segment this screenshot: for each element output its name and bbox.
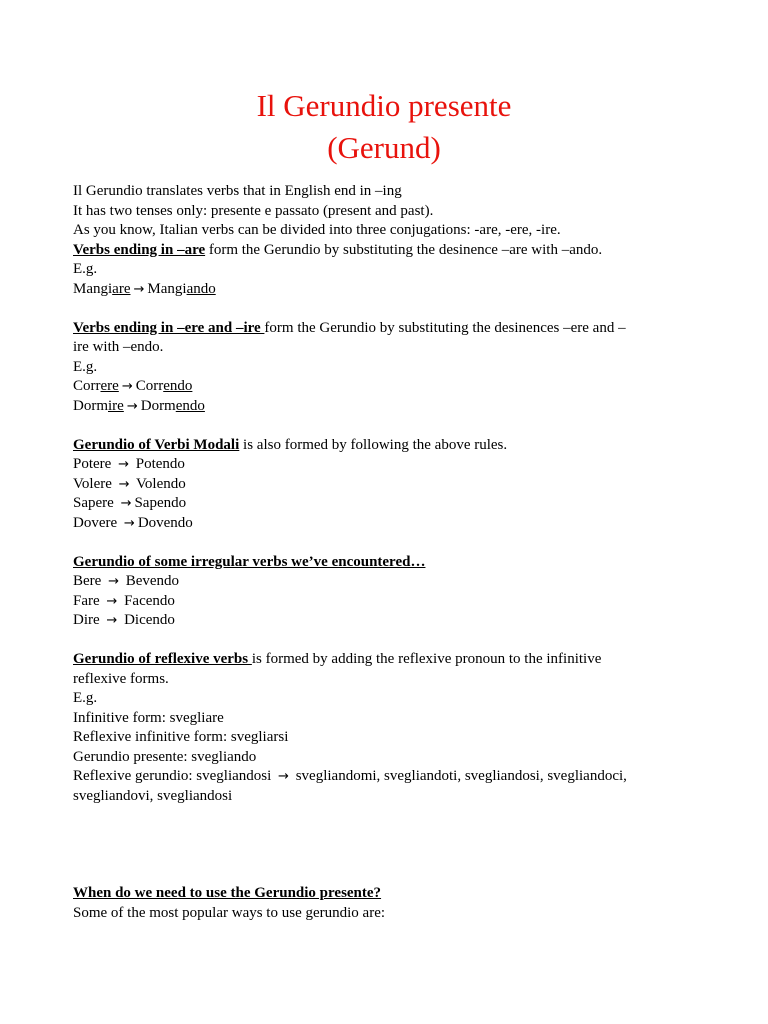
intro-line-1: Il Gerundio translates verbs that in English end in –ing (73, 183, 402, 199)
reflexive-gerundio-line-2: svegliandovi, svegliandosi (73, 787, 233, 804)
ere-ire-rule-line-2: ire with –endo. (73, 339, 164, 355)
are-rule-line (73, 241, 703, 261)
arrow-icon: → (106, 593, 118, 609)
modali-pair: Dovere → Dovendo (73, 514, 703, 534)
intro-line-2: It has two tenses only: presente e passato (present and past). (73, 202, 434, 219)
when-text: Some of the most popular ways to use gerundio are: (73, 904, 386, 921)
modali-rule-text: is also formed by following the above rules. (239, 436, 508, 453)
ere-ire-heading: Verbs ending in –ere and –ire (73, 319, 265, 336)
arrow-icon: → (106, 613, 118, 628)
document-title: Il Gerundio presente (256, 88, 512, 123)
reflexive-rule-line-1 (73, 650, 703, 670)
irregular-heading: Gerundio of some irregular verbs we’ve encountered… (73, 553, 426, 570)
ere-example: Correre → Correndo (73, 377, 703, 397)
intro-line-3: As you know, Italian verbs can be divided into three conjugations: -are, -ere, -ire. (73, 222, 561, 238)
irregular-pair: Bere → Bevendo (73, 572, 703, 592)
spacer (73, 299, 703, 319)
modali-pair: Potere → Potendo (73, 455, 703, 475)
reflexive-rule-line-2: reflexive forms. (73, 670, 169, 687)
are-heading: Verbs ending in –are (73, 241, 206, 258)
when-heading: When do we need to use the Gerundio presente? (73, 885, 382, 901)
ere-ire-rule-line-1 (73, 319, 703, 339)
reflexive-infinitive: Infinitive form: svegliare (73, 709, 224, 726)
ire-example: Dormire → Dormendo (73, 397, 703, 417)
irregular-pair: Dire → Dicendo (73, 611, 703, 631)
are-example: Mangiare → Mangiando (73, 280, 703, 300)
document-subtitle: (Gerund) (327, 130, 441, 165)
arrow-icon: → (133, 281, 145, 297)
spacer (73, 845, 703, 865)
reflexive-eg: E.g. (73, 690, 98, 706)
arrow-icon: → (120, 496, 132, 511)
arrow-icon: → (118, 457, 129, 472)
spacer (73, 806, 703, 826)
document-body (73, 182, 703, 923)
ere-ire-rule-text: form the Gerundio by substituting the desinences –ere and – (264, 319, 626, 336)
arrow-icon: → (126, 398, 138, 414)
modali-heading: Gerundio of Verbi Modali (73, 436, 240, 453)
arrow-icon: → (278, 769, 289, 784)
reflexive-infinitive-form: Reflexive infinitive form: svegliarsi (73, 729, 289, 745)
arrow-icon: → (118, 476, 130, 492)
modali-pair: Volere → Volendo (73, 475, 703, 495)
modali-pair: Sapere → Sapendo (73, 494, 703, 514)
reflexive-gerundio-presente: Gerundio presente: svegliando (73, 748, 257, 765)
spacer (73, 533, 703, 553)
reflexive-rule-text: is formed by adding the reflexive pronoun to the infinitive (251, 651, 602, 667)
irregular-pair: Fare → Facendo (73, 592, 703, 612)
spacer (73, 865, 703, 885)
modali-rule-line (73, 436, 703, 456)
reflexive-heading: Gerundio of reflexive verbs (73, 651, 252, 667)
are-rule-text: form the Gerundio by substituting the desinence –are with –ando. (205, 241, 603, 258)
reflexive-gerundio-line-1: Reflexive gerundio: svegliandosi → svegliandomi, svegliandoti, svegliandosi, svegliandoci, (73, 767, 703, 787)
spacer (73, 631, 703, 651)
arrow-icon: → (121, 379, 133, 394)
arrow-icon: → (108, 574, 119, 589)
are-eg: E.g. (73, 261, 98, 277)
ere-ire-eg: E.g. (73, 358, 98, 375)
arrow-icon: → (123, 515, 135, 531)
spacer (73, 416, 703, 436)
spacer (73, 826, 703, 846)
